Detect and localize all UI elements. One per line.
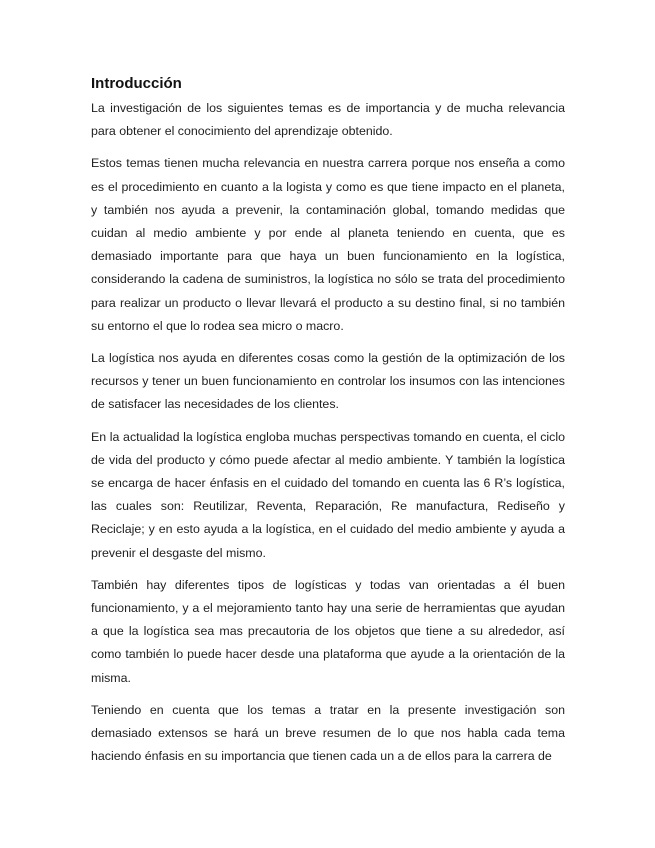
paragraph-5: También hay diferentes tipos de logísticas y todas van orientadas a él buen funcionamiento, y a el mejoramiento tanto hay una serie de herramientas que ayudan a que la logística sea mas precautoria de los objetos que tiene a su alrededor, así como también lo puede hacer desde una plataforma que ayude a la orientación de la misma. bbox=[91, 577, 565, 685]
paragraph-1: La investigación de los siguientes temas es de importancia y de mucha relevancia para obtener el conocimiento del aprendizaje obtenido. bbox=[91, 101, 565, 139]
document-page bbox=[91, 70, 565, 768]
paragraph-4: En la actualidad la logística engloba muchas perspectivas tomando en cuenta, el ciclo de vida del producto y cómo puede afectar al medio ambiente. Y también la logística se encarga de hacer énfasis en el cuidado del tomando en cuenta las 6 R’s logística, las cuales son: Reutilizar, Reventa, Reparación, Re manufactura, Rediseño y Reciclaje; y en esto ayuda a la logística, en el cuidado del medio ambiente y ayuda a prevenir el desgaste del mismo. bbox=[91, 429, 565, 560]
paragraph-6: Teniendo en cuenta que los temas a tratar en la presente investigación son demasiado extensos se hará un breve resumen de lo que nos habla cada tema haciendo énfasis en su importancia que tienen cada un a de ellos para la carrera de bbox=[91, 702, 565, 764]
paragraph-2: Estos temas tienen mucha relevancia en nuestra carrera porque nos enseña a como es el procedimiento en cuanto a la logista y como es que tiene impacto en el planeta, y también nos ayuda a prevenir, la contaminación global, tomando medidas que cuidan al medio ambiente y por ende al planeta teniendo en cuenta, que es demasiado importante para que haya un buen funcionamiento en la logística, considerando la cadena de suministros, la logística no sólo se trata del procedimiento para realizar un producto o llevar llevará el producto a su destino final, si no también su entorno el que lo rodea sea micro o macro. bbox=[91, 156, 565, 333]
section-heading: Introducción bbox=[91, 75, 182, 92]
paragraph-3: La logística nos ayuda en diferentes cosas como la gestión de la optimización de los recursos y tener un buen funcionamiento en controlar los insumos con las intenciones de satisfacer las necesidades de los clientes. bbox=[91, 351, 565, 412]
